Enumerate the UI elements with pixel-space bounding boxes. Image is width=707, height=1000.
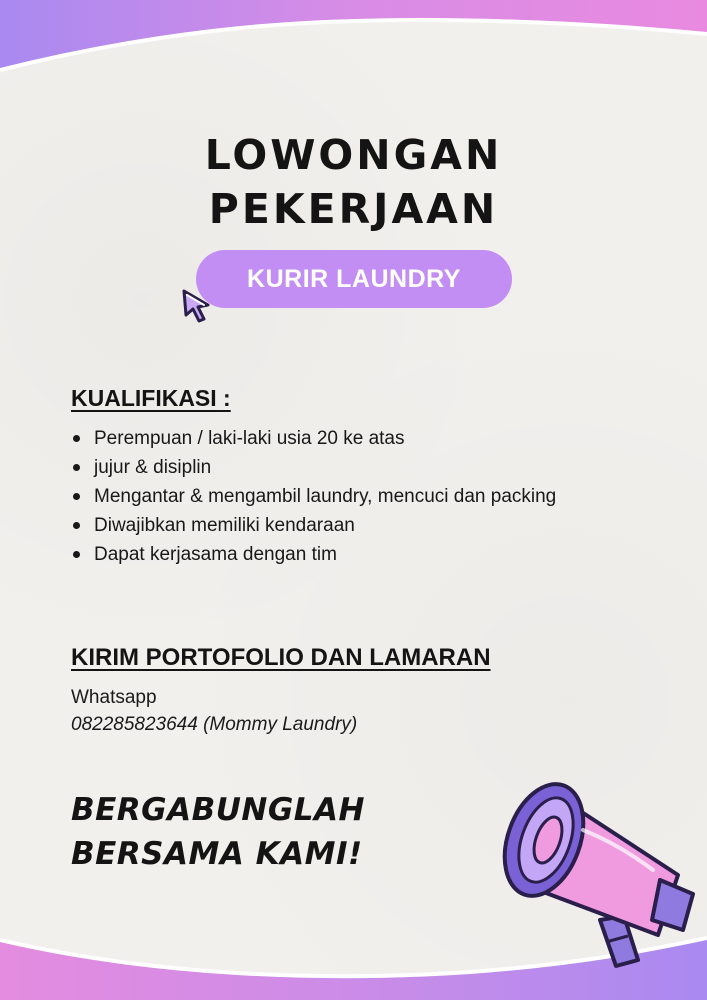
bullet-icon [73, 435, 80, 442]
bullet-icon [73, 522, 80, 529]
call-to-action [71, 788, 365, 876]
poster-title [0, 128, 707, 236]
bullet-icon [73, 493, 80, 500]
list-item: Mengantar & mengambil laundry, mencuci dan packing [71, 482, 671, 511]
cta-line-2: BERSAMA KAMI! [71, 836, 363, 872]
title-line-2: PEKERJAAN [208, 185, 499, 233]
position-badge [196, 250, 512, 308]
megaphone-icon [488, 770, 703, 985]
qualifications-list [71, 424, 671, 569]
contact-heading: KIRIM PORTOFOLIO DAN LAMARAN [71, 644, 491, 671]
top-wave-decoration [0, 0, 707, 90]
contact-method: Whatsapp [71, 687, 157, 708]
bullet-icon [73, 464, 80, 471]
list-item: jujur & disiplin [71, 453, 671, 482]
title-line-1: LOWONGAN [204, 131, 503, 179]
pointer-cursor-icon [178, 283, 218, 327]
list-item: Diwajibkan memiliki kendaraan [71, 511, 671, 540]
contact-number: 082285823644 (Mommy Laundry) [71, 714, 358, 735]
qualifications-heading: KUALIFIKASI : [71, 385, 231, 411]
list-item: Perempuan / laki-laki usia 20 ke atas [71, 424, 671, 453]
list-item: Dapat kerjasama dengan tim [71, 540, 671, 569]
bullet-icon [73, 551, 80, 558]
position-label: KURIR LAUNDRY [247, 264, 461, 293]
cta-line-1: BERGABUNGLAH [71, 792, 365, 828]
